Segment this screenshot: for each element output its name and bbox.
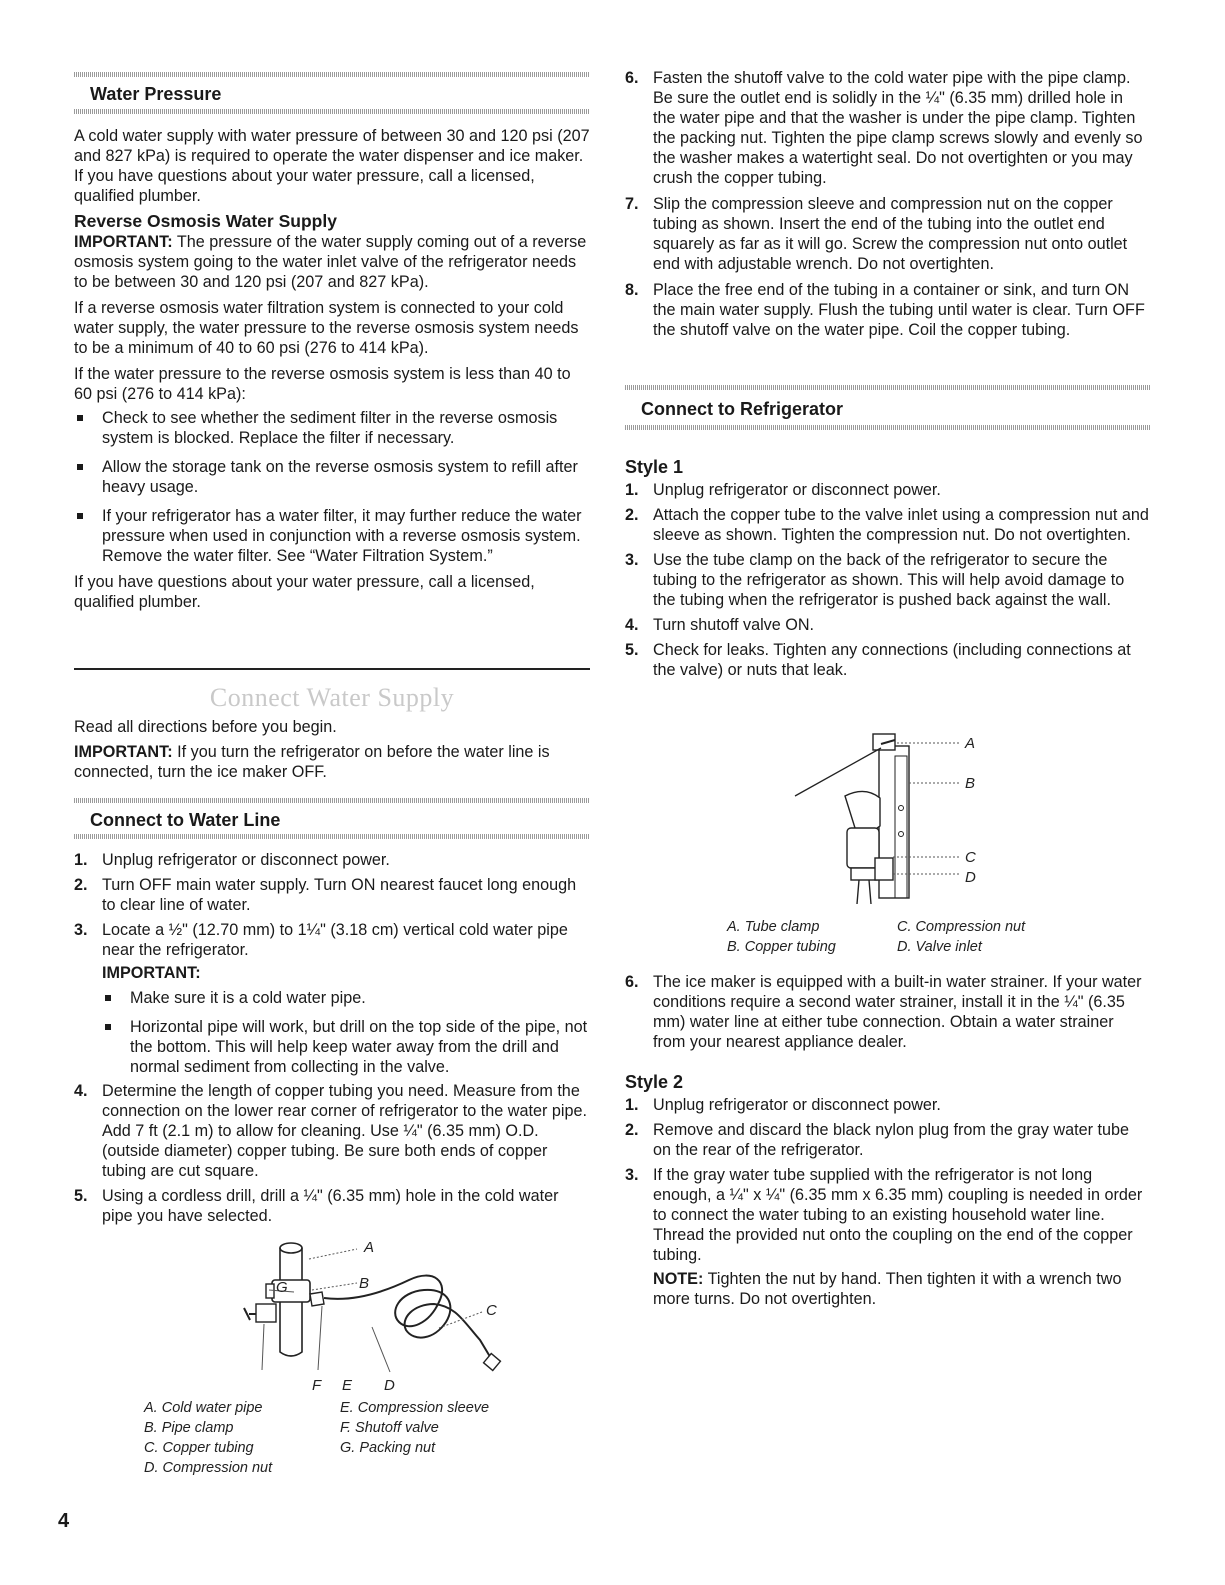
caption: G. Packing nut — [340, 1440, 436, 1456]
caption: C. Compression nut — [897, 919, 1026, 935]
caption: D. Valve inlet — [897, 939, 982, 955]
ro-paragraph-3: If the water pressure to the reverse osmosis system is less than 40 to 60 psi (276 to 414 kPa): — [74, 365, 571, 403]
important-text: The pressure of the water supply coming out of a reverse osmosis system going to the water inlet valve of the refrigerator needs to be between 30 and 120 psi (207 and 827 kPa). — [74, 233, 587, 291]
list-item — [625, 194, 1150, 274]
divider — [74, 668, 590, 670]
figure-letter-a: A — [364, 1239, 375, 1256]
figure-letter-b: B — [359, 1275, 370, 1292]
list-item — [74, 1081, 590, 1181]
step-text: Turn shutoff valve ON. — [653, 616, 815, 634]
ro-important — [74, 232, 590, 292]
list-item — [74, 1186, 590, 1226]
section-band-top — [625, 385, 1150, 390]
shutoff-valve-illustration — [194, 1232, 524, 1397]
figure-letter-c: C — [486, 1302, 497, 1319]
list-item: Horizontal pipe will work, but drill on the top side of the pipe, not the bottom. This will help keep water away from the drill and normal sediment from collecting in the valve. — [102, 1017, 590, 1077]
caption: F. Shutoff valve — [340, 1420, 439, 1436]
step-number: 4. — [625, 616, 639, 634]
style-1-steps — [625, 480, 1150, 680]
water-pressure-intro: A cold water supply with water pressure of between 30 and 120 psi (207 and 827 kPa) is required to operate the water dispenser and ice maker. If you have questions about your water pressure, call a licensed, qualified plumber. — [74, 127, 590, 205]
figure-letter-g: G — [276, 1279, 288, 1296]
step-number: 8. — [625, 281, 639, 299]
water-line-section — [74, 798, 590, 830]
important-text: If you turn the refrigerator on before the water line is connected, turn the ice maker OFF. — [74, 743, 550, 781]
water-line-steps-3 — [625, 68, 1150, 340]
list-item — [625, 480, 1150, 500]
step-number: 3. — [625, 551, 639, 569]
step-number: 6. — [625, 69, 639, 87]
list-item — [625, 550, 1150, 610]
step-text: Determine the length of copper tubing you need. Measure from the connection on the lower rear corner of refrigerator to the water pipe. Add 7 ft (2.1 m) to allow for cleaning. Use ¼" (6.35 mm) O.D. (outside diameter) copper tubing. Be sure both ends of copper tubing are cut square. — [102, 1082, 587, 1180]
step-text: Fasten the shutoff valve to the cold water pipe with the pipe clamp. Be sure the outlet end is solidly in the ¼" (6.35 mm) drilled hole in the water pipe and that the washer is under the pipe clamp. Tighten the packing nut. Tighten the pipe clamp screws slowly and evenly so the washer makes a watertight seal. Do not overtighten or you may crush the copper tubing. — [653, 69, 1143, 187]
list-item — [625, 1095, 1150, 1115]
list-item: Check to see whether the sediment filter in the reverse osmosis system is blocked. Replace the filter if necessary. — [74, 408, 590, 448]
caption: C. Copper tubing — [144, 1440, 254, 1456]
water-line-steps — [74, 850, 590, 960]
valve-inlet-illustration — [785, 726, 1005, 906]
figure-letter-c: C — [965, 849, 976, 866]
water-pressure-section — [74, 72, 590, 104]
caption: A. Cold water pipe — [144, 1400, 263, 1416]
step-text: Locate a ½" (12.70 mm) to 1¼" (3.18 cm) vertical cold water pipe near the refrigerator. — [102, 921, 568, 959]
list-item — [74, 875, 590, 915]
list-item — [625, 640, 1150, 680]
step-text: Using a cordless drill, drill a ¼" (6.35 mm) hole in the cold water pipe you have selected. — [102, 1187, 559, 1225]
step-number: 1. — [74, 851, 88, 869]
step-number: 6. — [625, 973, 639, 991]
caption: A. Tube clamp — [727, 919, 820, 935]
section-band-bottom — [625, 425, 1150, 430]
figure-letter-a: A — [965, 735, 976, 752]
step-text: Turn OFF main water supply. Turn ON nearest faucet long enough to clear line of water. — [102, 876, 577, 914]
list-item: Allow the storage tank on the reverse osmosis system to refill after heavy usage. — [74, 457, 590, 497]
list-item — [74, 920, 590, 960]
caption: B. Copper tubing — [727, 939, 836, 955]
sub-bullet-list — [102, 988, 590, 1077]
figure-letter-b: B — [965, 775, 976, 792]
list-item — [74, 850, 590, 870]
caption: D. Compression nut — [144, 1460, 273, 1476]
step-text: Unplug refrigerator or disconnect power. — [653, 481, 941, 499]
caption: B. Pipe clamp — [144, 1420, 234, 1436]
step-number: 2. — [74, 876, 88, 894]
list-item: If your refrigerator has a water filter, it may further reduce the water pressure when used in conjunction with a reverse osmosis system. Remove the water filter. See “Water Filtration System.” — [74, 506, 590, 566]
step-number: 2. — [625, 1121, 639, 1139]
page-number: 4 — [58, 1510, 70, 1532]
step-number: 1. — [625, 1096, 639, 1114]
connect-fridge-section — [625, 385, 1150, 419]
step-number: 3. — [625, 1166, 639, 1184]
section-band-top — [74, 798, 590, 803]
water-line-heading: Connect to Water Line — [90, 810, 281, 830]
list-item — [625, 1165, 1150, 1265]
connect-water-supply-title: Connect Water Supply — [209, 683, 455, 712]
ro-heading: Reverse Osmosis Water Supply — [74, 211, 337, 231]
style-2-heading: Style 2 — [625, 1072, 684, 1092]
connect-fridge-heading: Connect to Refrigerator — [641, 399, 844, 419]
step-text: Attach the copper tube to the valve inlet using a compression nut and sleeve as shown. Tighten the compression nut. Do not overtighten. — [653, 506, 1149, 544]
section-band-bottom — [74, 109, 590, 114]
step-text: Place the free end of the tubing in a container or sink, and turn ON the main water supply. Flush the tubing until water is clear. Turn OFF the shutoff valve on the water pipe. Coil the copper tubing. — [653, 281, 1145, 339]
step-number: 7. — [625, 195, 639, 213]
important-label: IMPORTANT: — [74, 743, 173, 761]
figure-letter-d: D — [965, 869, 976, 886]
list-item — [625, 68, 1150, 188]
ro-bullet-list — [74, 408, 590, 566]
step-number: 5. — [625, 641, 639, 659]
ro-paragraph-2: If a reverse osmosis water filtration system is connected to your cold water supply, the water pressure to the reverse osmosis system needs to be a minimum of 40 to 60 psi (276 to 414 kPa). — [74, 299, 579, 357]
supply-important — [74, 742, 590, 782]
figure-captions-right — [897, 917, 1097, 957]
step-number: 3. — [74, 921, 88, 939]
note-label: NOTE: — [653, 1270, 704, 1288]
list-item — [625, 972, 1150, 1052]
step-text: Remove and discard the black nylon plug from the gray water tube on the rear of the refrigerator. — [653, 1121, 1129, 1159]
step-number: 1. — [625, 481, 639, 499]
step-text: Check for leaks. Tighten any connections (including connections at the valve) or nuts that leak. — [653, 641, 1131, 679]
read-directions: Read all directions before you begin. — [74, 718, 337, 736]
caption: E. Compression sleeve — [340, 1400, 490, 1416]
important-label: IMPORTANT: — [74, 233, 173, 251]
step-number: 5. — [74, 1187, 88, 1205]
figure-captions-left — [727, 917, 897, 957]
step-text: Slip the compression sleeve and compression nut on the copper tubing as shown. Insert the end of the tubing into the outlet end squarely as far as it will go. Screw the compression nut onto outlet end with adjustable wrench. Do not overtighten. — [653, 195, 1128, 273]
step-text: Use the tube clamp on the back of the refrigerator to secure the tubing to the refrigerator as shown. This will help avoid damage to the tubing when the refrigerator is pushed back against the wall. — [653, 551, 1125, 609]
section-band-bottom — [74, 834, 590, 839]
list-item: Make sure it is a cold water pipe. — [102, 988, 590, 1008]
figure-letter-d: D — [384, 1377, 395, 1394]
list-item — [625, 280, 1150, 340]
figure-captions-right — [340, 1398, 570, 1458]
figure-letter-e: E — [342, 1377, 353, 1394]
figure-letter-f: F — [312, 1377, 322, 1394]
figure-captions-left — [144, 1398, 344, 1478]
step-text: If the gray water tube supplied with the refrigerator is not long enough, a ¼" x ¼" (6.35 mm x 6.35 mm) coupling is needed in order to connect the water tubing to an existing household water line. Thread the provided nut onto the coupling on the end of the copper tubing. — [653, 1166, 1143, 1264]
water-pressure-closing: If you have questions about your water pressure, call a licensed, qualified plumber. — [74, 573, 535, 611]
water-pressure-heading: Water Pressure — [90, 84, 222, 104]
list-item — [625, 1120, 1150, 1160]
style-2-steps — [625, 1095, 1150, 1265]
water-line-steps-2 — [74, 1081, 590, 1226]
step-text: The ice maker is equipped with a built-in water strainer. If your water conditions require a second water strainer, install it in the ¼" (6.35 mm) water line at either tube connection. Obtain a water strainer from your nearest appliance dealer. — [653, 973, 1142, 1051]
note-text: Tighten the nut by hand. Then tighten it with a wrench two more turns. Do not overtighten. — [653, 1270, 1122, 1308]
section-band-top — [74, 72, 590, 77]
step-text: Unplug refrigerator or disconnect power. — [653, 1096, 941, 1114]
style-1-step-6 — [625, 972, 1150, 1052]
step-number: 4. — [74, 1082, 88, 1100]
list-item — [625, 505, 1150, 545]
sub-important-label: IMPORTANT: — [102, 964, 201, 982]
list-item — [625, 615, 1150, 635]
style-1-heading: Style 1 — [625, 457, 684, 477]
style-2-note — [625, 1269, 1150, 1309]
step-text: Unplug refrigerator or disconnect power. — [102, 851, 390, 869]
step-number: 2. — [625, 506, 639, 524]
